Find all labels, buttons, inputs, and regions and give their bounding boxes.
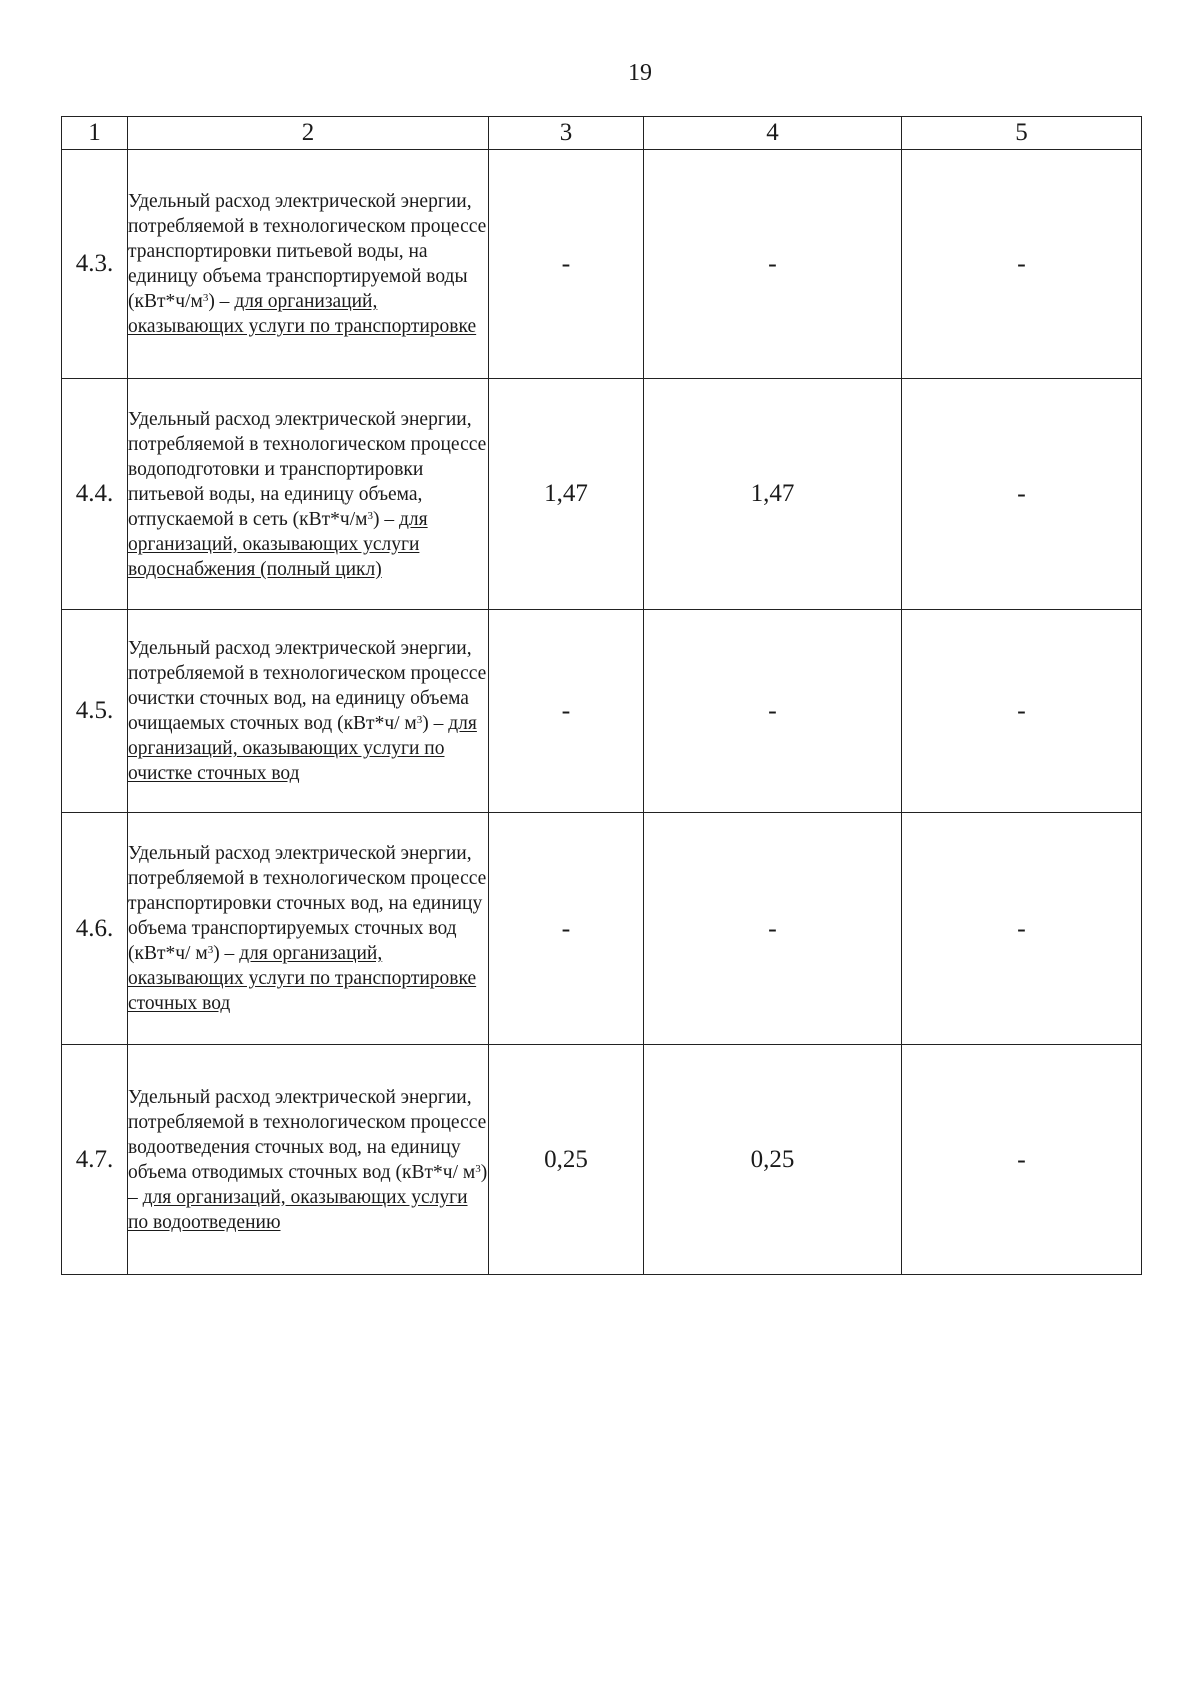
row-number: 4.5. xyxy=(62,610,128,813)
row-number: 4.3. xyxy=(62,150,128,379)
unit-exponent: 3 xyxy=(475,1162,481,1175)
description-scope: для организаций, оказывающих услуги водоснабжения (полный цикл) xyxy=(128,508,428,580)
unit-exponent: 3 xyxy=(416,714,423,726)
description-text: Удельный расход электрической энергии, потребляемой в технологическом процессе транспортировки сточных вод, на единицу объема транспортируемых сточных вод (кВт*ч/ м xyxy=(128,843,487,964)
value-col-5: - xyxy=(902,379,1142,610)
value-col-3: 0,25 xyxy=(489,1045,644,1275)
page-number: 19 xyxy=(628,60,652,86)
row-number: 4.6. xyxy=(62,813,128,1045)
indicator-table xyxy=(61,116,1142,1275)
description-dash: ) – xyxy=(128,1161,488,1208)
column-header-3: 3 xyxy=(489,117,644,150)
value-col-5: - xyxy=(902,1045,1142,1275)
row-description xyxy=(128,610,489,813)
row-number: 4.4. xyxy=(62,379,128,610)
row-description xyxy=(128,813,489,1045)
table-row-4-6 xyxy=(62,813,1142,1045)
value-col-3: 1,47 xyxy=(489,379,644,610)
description-text: Удельный расход электрической энергии, потребляемой в технологическом процессе очистки сточных вод, на единицу объема очищаемых сточных вод (кВт*ч/ м xyxy=(128,638,487,734)
value-col-4: - xyxy=(644,610,902,813)
description-dash: ) – xyxy=(208,291,235,312)
description-scope: для организаций, оказывающих услуги по транспортировке сточных вод xyxy=(128,943,477,1014)
description-text: Удельный расход электрической энергии, потребляемой в технологическом процессе водоотведения сточных вод, на единицу объема отводимых сточных вод (кВт*ч/ м xyxy=(128,1086,487,1183)
description-text: Удельный расход электрической энергии, потребляемой в технологическом процессе транспортировки питьевой воды, на единицу объема транспортируемой воды (кВт*ч/м xyxy=(128,191,487,312)
unit-exponent: 3 xyxy=(207,944,214,956)
table-row-4-4 xyxy=(62,379,1142,610)
row-number: 4.7. xyxy=(62,1045,128,1275)
value-col-3: - xyxy=(489,150,644,379)
value-col-5: - xyxy=(902,813,1142,1045)
row-description xyxy=(128,150,489,379)
description-dash: ) – xyxy=(372,508,399,530)
value-col-4: 1,47 xyxy=(644,379,902,610)
value-col-4: 0,25 xyxy=(644,1045,902,1275)
description-scope: для организаций, оказывающих услуги по транспортировке xyxy=(128,291,477,337)
value-col-3: - xyxy=(489,813,644,1045)
unit-exponent: 3 xyxy=(367,509,373,522)
row-description xyxy=(128,379,489,610)
row-description xyxy=(128,1045,489,1275)
table-row-4-3 xyxy=(62,150,1142,379)
description-scope: для организаций, оказывающих услуги по водоотведению xyxy=(128,1186,468,1233)
value-col-5: - xyxy=(902,150,1142,379)
unit-exponent: 3 xyxy=(202,292,209,304)
column-header-2: 2 xyxy=(128,117,489,150)
description-dash: ) – xyxy=(422,713,449,734)
value-col-4: - xyxy=(644,813,902,1045)
column-header-4: 4 xyxy=(644,117,902,150)
description-text: Удельный расход электрической энергии, потребляемой в технологическом процессе водоподготовки и транспортировки питьевой воды, на единицу объема, отпускаемой в сеть (кВт*ч/м xyxy=(128,408,487,530)
table-row-4-5 xyxy=(62,610,1142,813)
description-dash: ) – xyxy=(213,943,240,964)
value-col-3: - xyxy=(489,610,644,813)
table-row-4-7 xyxy=(62,1045,1142,1275)
table-header-row xyxy=(62,117,1142,150)
value-col-4: - xyxy=(644,150,902,379)
description-scope: для организаций, оказывающих услуги по очистке сточных вод xyxy=(128,713,477,784)
column-header-5: 5 xyxy=(902,117,1142,150)
value-col-5: - xyxy=(902,610,1142,813)
column-header-1: 1 xyxy=(62,117,128,150)
